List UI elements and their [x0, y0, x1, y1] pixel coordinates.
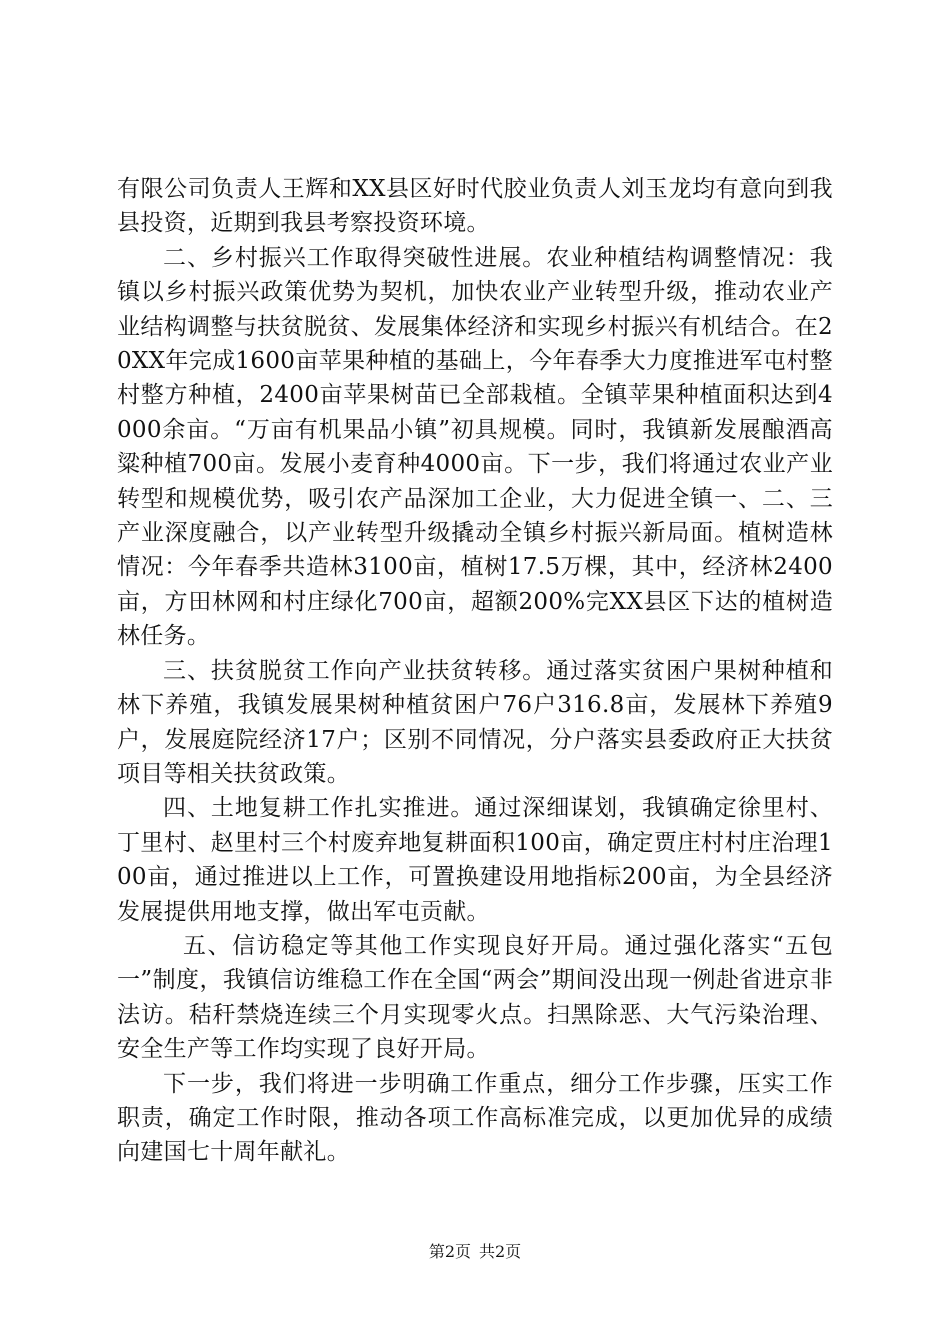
paragraph-poverty-alleviation: 三、扶贫脱贫工作向产业扶贫转移。通过落实贫困户果树种植和林下养殖，我镇发展果树种植贫困户76户316.8亩，发展林下养殖9户，发展庭院经济17户；区别不同情况，分户落实县委政府正大扶贫项目等相关扶贫政策。: [117, 657, 833, 787]
paragraph-land-reclamation: 四、土地复耕工作扎实推进。通过深细谋划，我镇确定徐里村、丁里村、赵里村三个村废弃地复耕面积100亩，确定贾庄村村庄治理100亩，通过推进以上工作，可置换建设用地指标200亩，为全县经济发展提供用地支撑，做出军屯贡献。: [117, 795, 833, 925]
paragraph-petition-stability: 五、信访稳定等其他工作实现良好开局。通过强化落实“五包一”制度，我镇信访维稳工作在全国“两会”期间没出现一例赴省进京非法访。秸秆禁烧连续三个月实现零火点。扫黑除恶、大气污染治理、安全生产等工作均实现了良好开局。: [117, 932, 833, 1063]
paragraph-continuation: 有限公司负责人王辉和XX县区好时代胶业负责人刘玉龙均有意向到我县投资，近期到我县考察投资环境。: [117, 176, 833, 237]
document-body: [117, 172, 833, 1170]
current-page-number: 第2页: [428, 1242, 471, 1261]
paragraph-rural-revitalization: 二、乡村振兴工作取得突破性进展。农业种植结构调整情况：我镇以乡村振兴政策优势为契机，加快农业产业转型升级，推动农业产业结构调整与扶贫脱贫、发展集体经济和实现乡村振兴有机结合。在20XX年完成1600亩苹果种植的基础上，今年春季大力度推进军屯村整村整方种植，2400亩苹果树苗已全部栽植。全镇苹果种植面积达到4000余亩。“万亩有机果品小镇”初具规模。同时，我镇新发展酿酒高粱种植700亩。发展小麦育种4000亩。下一步，我们将通过农业产业转型和规模优势，吸引农产品深加工企业，大力促进全镇一、二、三产业深度融合，以产业转型升级撬动全镇乡村振兴新局面。植树造林情况：今年春季共造林3100亩，植树17.5万棵，其中，经济林2400亩，方田林网和村庄绿化700亩，超额200%完XX县区下达的植树造林任务。: [117, 244, 833, 650]
total-page-count: 共2页: [479, 1242, 522, 1261]
paragraph-next-steps: 下一步，我们将进一步明确工作重点，细分工作步骤，压实工作职责，确定工作时限，推动各项工作高标准完成，以更加优异的成绩向建国七十周年献礼。: [117, 1070, 833, 1166]
page-footer: [0, 1242, 950, 1262]
